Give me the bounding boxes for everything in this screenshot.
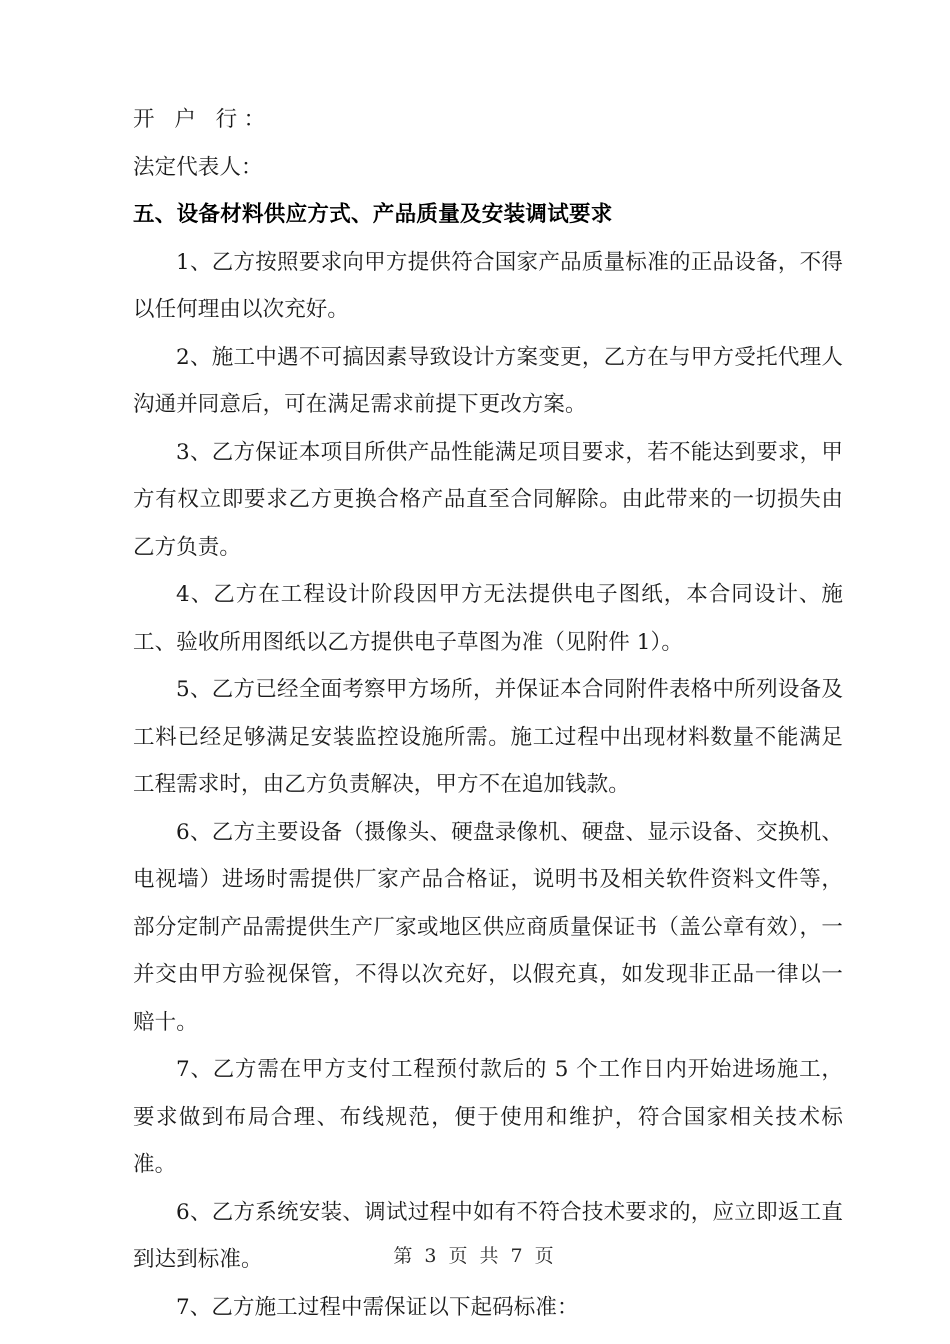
clause-9: 7、乙方施工过程中需保证以下起码标准： [176,1294,579,1320]
clause-4: 4、乙方在工程设计阶段因甲方无法提供电子图纸，本合同设计、施工、验收所用图纸以乙方提供电子草图为准（见附件 1）。 [133,582,843,655]
page-footer [0,1243,950,1269]
clause-5: 5、乙方已经全面考察甲方场所，并保证本合同附件表格中所列设备及工料已经足够满足安装监控设施所需。施工过程中出现材料数量不能满足工程需求时，由乙方负责解决，甲方不在追加钱款。 [133,677,843,797]
page-content [133,96,843,1331]
clause-3: 3、乙方保证本项目所供产品性能满足项目要求，若不能达到要求，甲方有权立即要求乙方更换合格产品直至合同解除。由此带来的一切损失由乙方负责。 [133,439,843,560]
clause-1: 1、乙方按照要求向甲方提供符合国家产品质量标准的正品设备，不得以任何理由以次充好。 [133,249,843,322]
clause-6: 6、乙方主要设备（摄像头、硬盘录像机、硬盘、显示设备、交换机、电视墙）进场时需提供厂家产品合格证，说明书及相关软件资料文件等，部分定制产品需提供生产厂家或地区供应商质量保证书（盖公章有效），一并交由甲方验视保管，不得以次充好，以假充真，如发现非正品一律以一赔十。 [133,819,843,1035]
field-account-bank: 开 户 行： [133,107,272,132]
section-heading: 五、设备材料供应方式、产品质量及安装调试要求 [133,202,613,227]
clause-7: 7、乙方需在甲方支付工程预付款后的 5 个工作日内开始进场施工，要求做到布局合理、布线规范，便于使用和维护，符合国家相关技术标准。 [133,1057,843,1177]
clause-8: 6、乙方系统安装、调试过程中如有不符合技术要求的，应立即返工直到达到标准。 [133,1199,843,1272]
clause-2: 2、施工中遇不可搞因素导致设计方案变更，乙方在与甲方受托代理人沟通并同意后，可在满足需求前提下更改方案。 [133,344,843,417]
page-number-text: 第 3 页 共 7 页 [393,1245,557,1267]
field-legal-representative: 法定代表人： [133,154,263,180]
